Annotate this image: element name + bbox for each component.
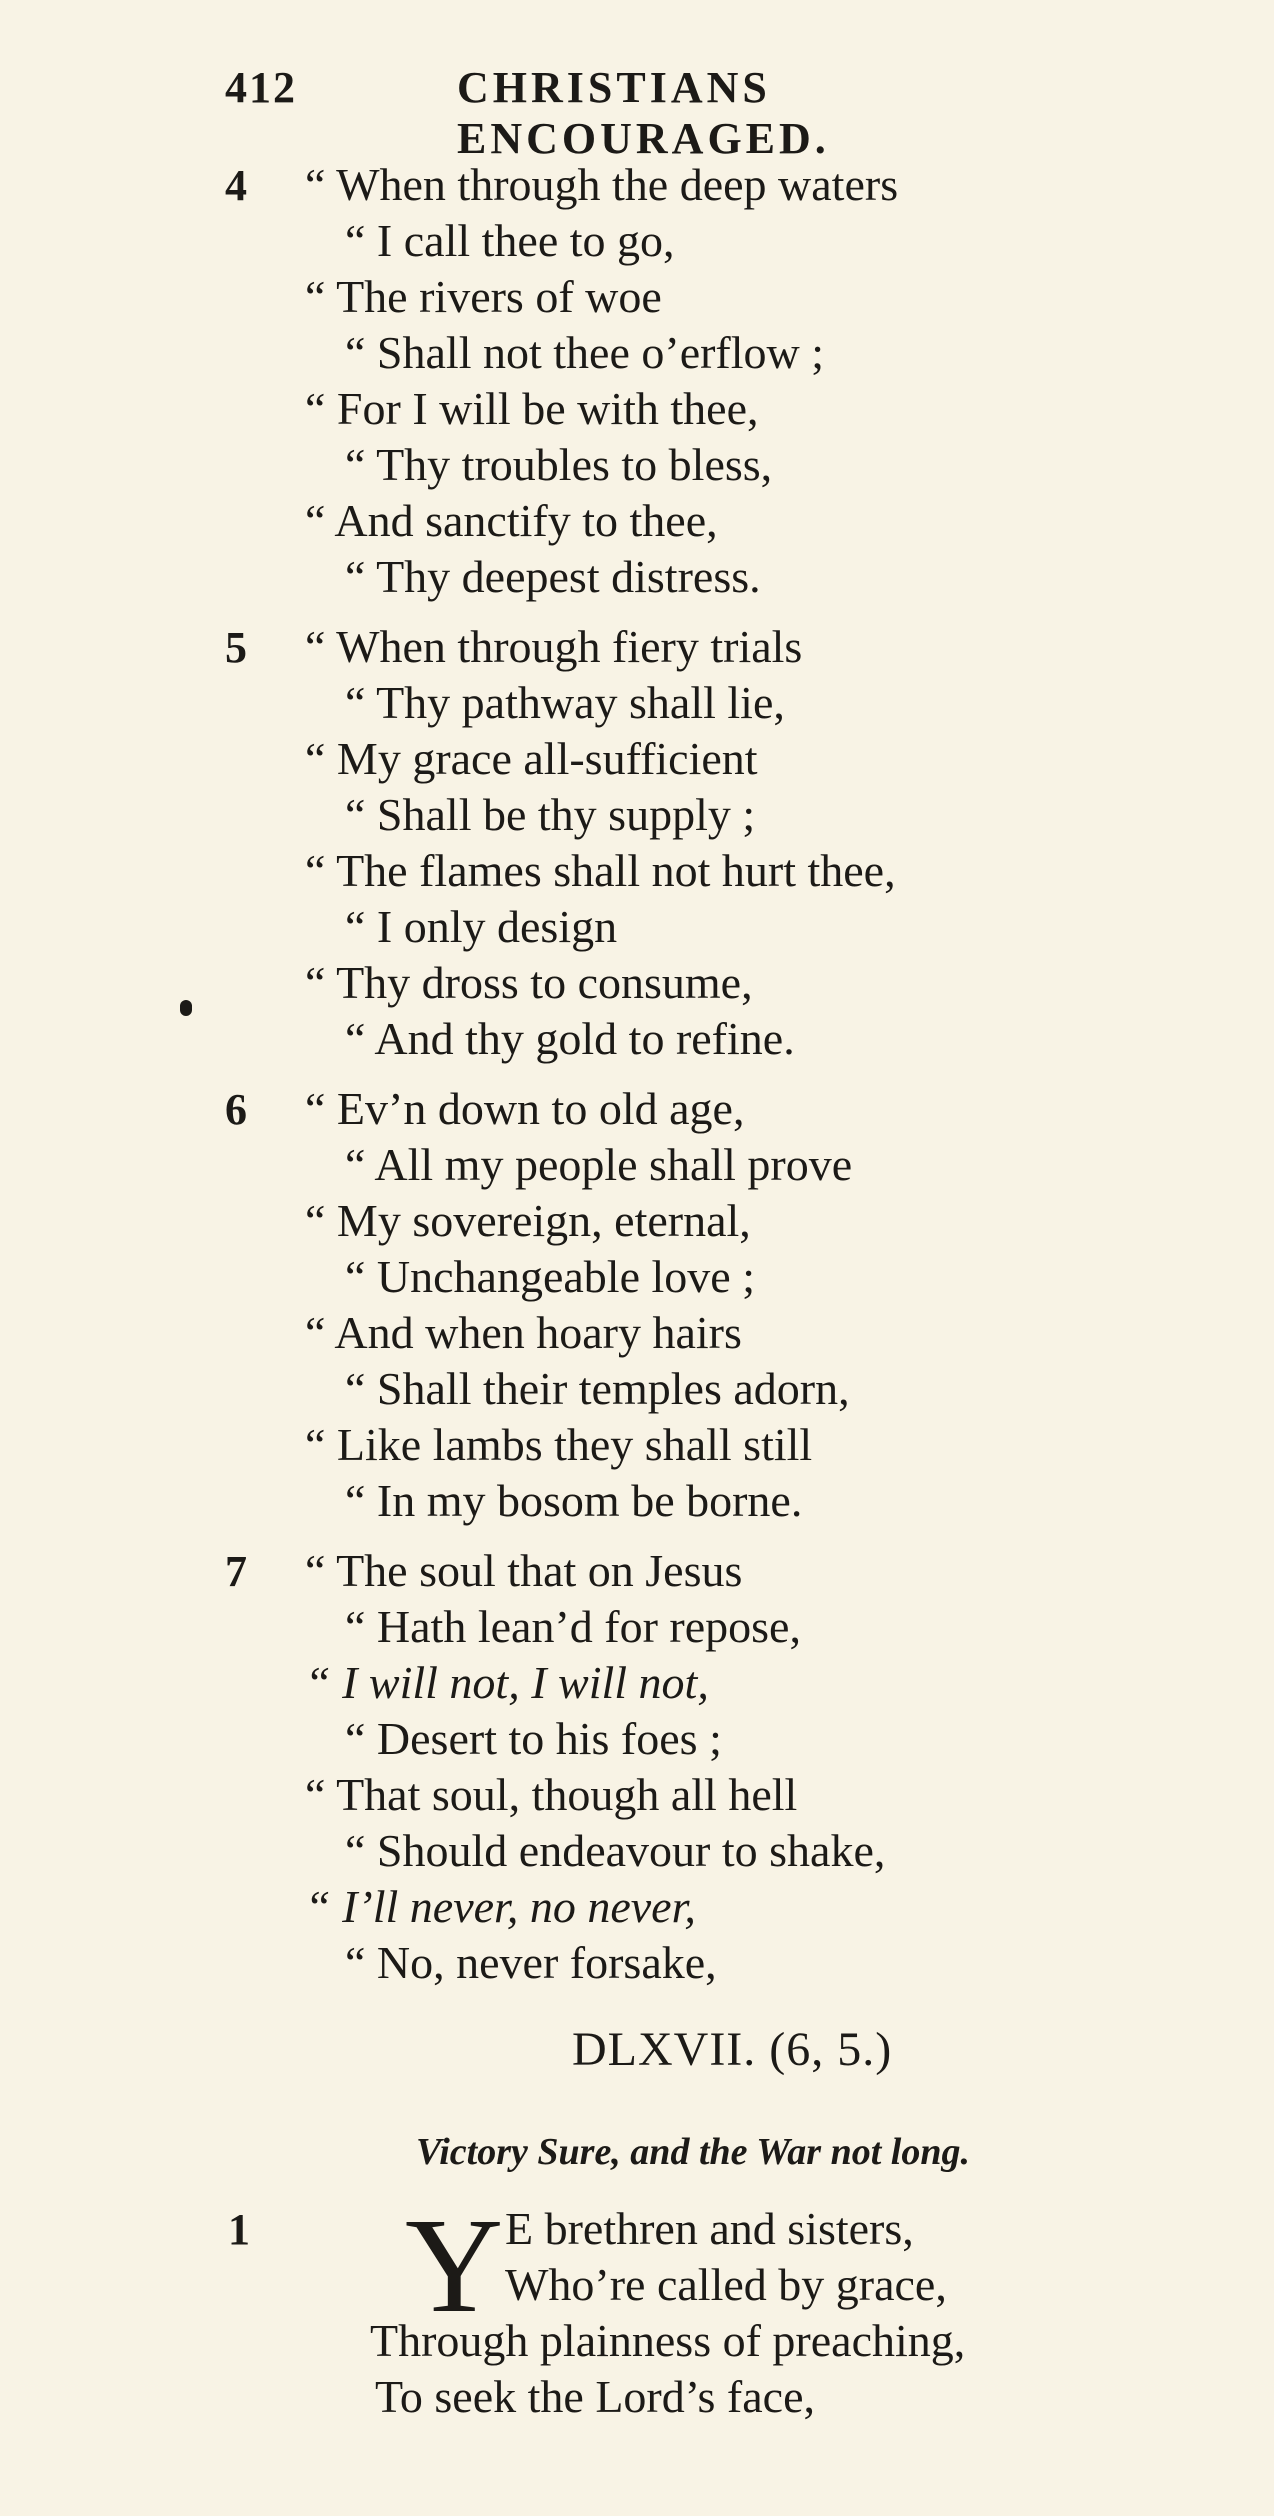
verse-line: “ The rivers of woe bbox=[305, 271, 662, 322]
verse-line: “ And thy gold to refine. bbox=[345, 1013, 795, 1064]
verse-line: “ And when hoary hairs bbox=[305, 1307, 742, 1358]
verse-line: “ Hath lean’d for repose, bbox=[345, 1601, 801, 1652]
verse-line: Through plainness of preaching, bbox=[370, 2315, 966, 2366]
verse-line: “ No, never forsake, bbox=[345, 1937, 717, 1988]
verse-line: “ Shall not thee o’erflow ; bbox=[345, 327, 825, 378]
verse-line: “ I will not, I will not, bbox=[305, 1657, 709, 1708]
verse-line: “ The soul that on Jesus bbox=[305, 1545, 743, 1596]
hymn-title: DLXVII. (6, 5.) bbox=[572, 2023, 893, 2076]
verse-line: E brethren and sisters, bbox=[505, 2203, 914, 2254]
stanza-number: 7 bbox=[225, 1547, 247, 1596]
verse-line: “ All my people shall prove bbox=[345, 1139, 853, 1190]
verse-line: “ When through the deep waters bbox=[305, 159, 899, 210]
verse-line: “ Like lambs they shall still bbox=[305, 1419, 813, 1470]
verse-line: “ Thy dross to consume, bbox=[305, 957, 753, 1008]
verse-line: “ I call thee to go, bbox=[345, 215, 675, 266]
drop-cap: Y bbox=[405, 2191, 504, 2341]
verse-line: “ And sanctify to thee, bbox=[305, 495, 718, 546]
verse-line: “ That soul, though all hell bbox=[305, 1769, 798, 1820]
verse-line: Who’re called by grace, bbox=[505, 2259, 947, 2310]
verse-line: “ Ev’n down to old age, bbox=[305, 1083, 745, 1134]
verse-line: “ When through fiery trials bbox=[305, 621, 803, 672]
verse-line: “ My grace all-sufficient bbox=[305, 733, 758, 784]
verse-line: “ Unchangeable love ; bbox=[345, 1251, 755, 1302]
verse-line: “ Thy troubles to bless, bbox=[345, 439, 773, 490]
verse-line: “ Thy pathway shall lie, bbox=[345, 677, 785, 728]
verse-line: To seek the Lord’s face, bbox=[375, 2371, 815, 2422]
verse-line: “ Should endeavour to shake, bbox=[345, 1825, 886, 1876]
stanza-number: 6 bbox=[225, 1085, 247, 1134]
verse-line: “ Thy deepest distress. bbox=[345, 551, 761, 602]
hymn-subtitle: Victory Sure, and the War not long. bbox=[416, 2131, 970, 2173]
page-header bbox=[225, 62, 1145, 163]
verse-line: “ I’ll never, no never, bbox=[305, 1881, 696, 1932]
verse-line: “ Shall be thy supply ; bbox=[345, 789, 756, 840]
verse-line: “ In my bosom be borne. bbox=[345, 1475, 803, 1526]
stanza-number: 5 bbox=[225, 623, 247, 672]
verse-line: “ The flames shall not hurt thee, bbox=[305, 845, 896, 896]
page-number: 412 bbox=[225, 63, 297, 112]
verse-line: “ I only design bbox=[345, 901, 618, 952]
verse-line: “ Desert to his foes ; bbox=[345, 1713, 722, 1764]
running-title: CHRISTIANS ENCOURAGED. bbox=[457, 63, 830, 163]
stanza-number: 4 bbox=[225, 161, 247, 210]
verse-line: “ My sovereign, eternal, bbox=[305, 1195, 751, 1246]
verse-line: “ Shall their temples adorn, bbox=[345, 1363, 850, 1414]
stanza-number: 1 bbox=[228, 2205, 250, 2254]
verse-line: “ For I will be with thee, bbox=[305, 383, 759, 434]
margin-mark bbox=[180, 1000, 192, 1016]
